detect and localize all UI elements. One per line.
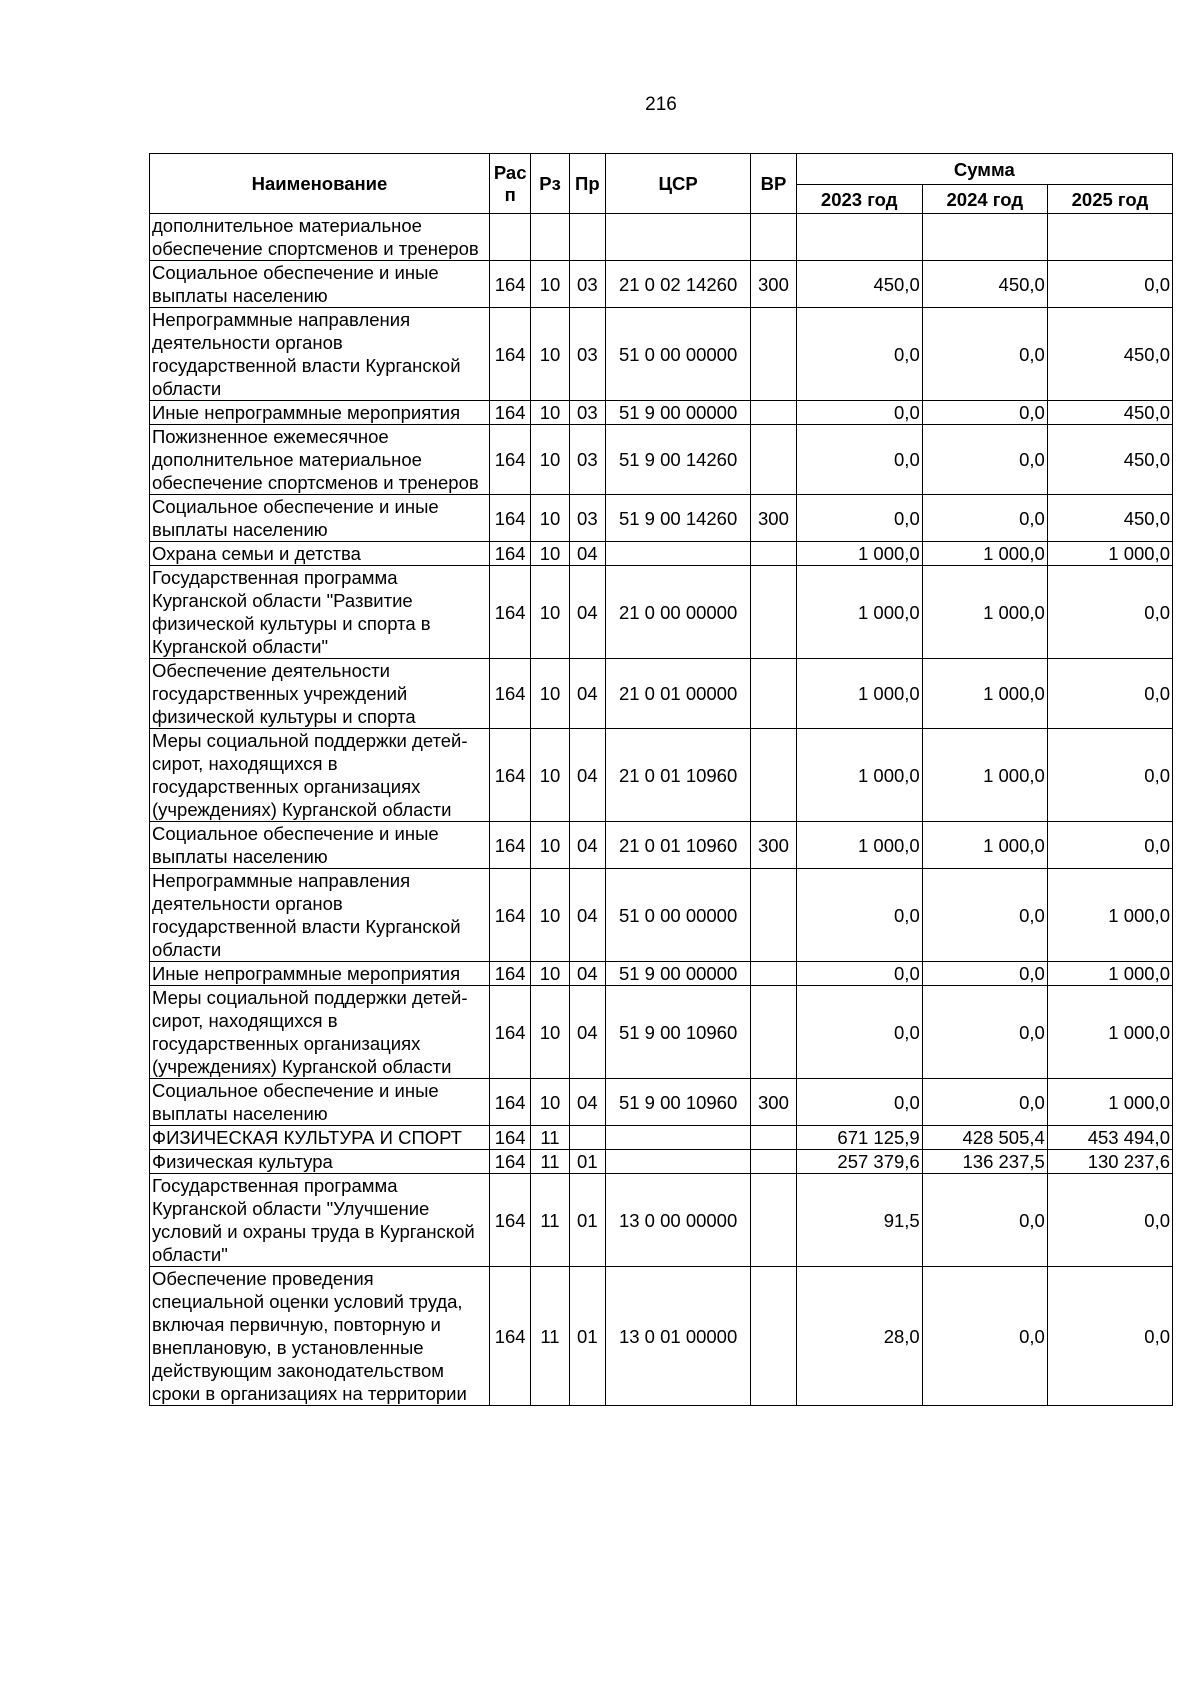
table-body <box>150 214 1173 1406</box>
row-sum-2024: 0,0 <box>922 1267 1047 1406</box>
row-sum-2024: 0,0 <box>922 401 1047 425</box>
row-rasp: 164 <box>489 308 530 401</box>
row-sum-2025: 0,0 <box>1047 659 1172 729</box>
row-vr <box>751 1150 796 1174</box>
table-row <box>150 1150 1173 1174</box>
row-sum-2024: 0,0 <box>922 962 1047 986</box>
row-rz: 10 <box>531 822 569 869</box>
row-rasp: 164 <box>489 822 530 869</box>
row-sum-2023: 1 000,0 <box>796 566 922 659</box>
row-sum-2024 <box>922 214 1047 261</box>
row-sum-2025: 0,0 <box>1047 261 1172 308</box>
table-row <box>150 261 1173 308</box>
row-sum-2023: 450,0 <box>796 261 922 308</box>
row-sum-2024: 0,0 <box>922 1174 1047 1267</box>
row-rasp: 164 <box>489 542 530 566</box>
table-row <box>150 869 1173 962</box>
header-sum: Сумма <box>796 154 1172 185</box>
row-name: Непрограммные направления деятельности органов государственной власти Курганской области <box>150 869 490 962</box>
row-sum-2024: 0,0 <box>922 308 1047 401</box>
row-sum-2023: 28,0 <box>796 1267 922 1406</box>
row-pr: 01 <box>569 1150 605 1174</box>
row-name: Социальное обеспечение и иные выплаты населению <box>150 495 490 542</box>
row-rasp: 164 <box>489 566 530 659</box>
row-csr: 51 9 00 00000 <box>605 962 750 986</box>
row-name: Меры социальной поддержки детей-сирот, находящихся в государственных организациях (учреждениях) Курганской области <box>150 729 490 822</box>
row-vr <box>751 566 796 659</box>
row-rasp: 164 <box>489 729 530 822</box>
row-sum-2025: 1 000,0 <box>1047 542 1172 566</box>
row-sum-2023: 0,0 <box>796 1079 922 1126</box>
row-sum-2023: 0,0 <box>796 401 922 425</box>
row-pr: 04 <box>569 986 605 1079</box>
row-vr <box>751 986 796 1079</box>
row-vr <box>751 962 796 986</box>
row-rz: 10 <box>531 308 569 401</box>
row-pr: 01 <box>569 1267 605 1406</box>
row-vr <box>751 214 796 261</box>
row-csr: 51 9 00 10960 <box>605 986 750 1079</box>
table-row <box>150 1174 1173 1267</box>
row-pr: 04 <box>569 566 605 659</box>
row-rasp: 164 <box>489 659 530 729</box>
row-rasp: 164 <box>489 495 530 542</box>
row-rasp: 164 <box>489 1150 530 1174</box>
table-row <box>150 659 1173 729</box>
row-sum-2025: 130 237,6 <box>1047 1150 1172 1174</box>
row-name: Непрограммные направления деятельности органов государственной власти Курганской области <box>150 308 490 401</box>
row-vr <box>751 729 796 822</box>
row-csr <box>605 542 750 566</box>
row-rz: 10 <box>531 401 569 425</box>
row-vr: 300 <box>751 1079 796 1126</box>
table-row <box>150 986 1173 1079</box>
row-pr <box>569 1126 605 1150</box>
row-sum-2024: 1 000,0 <box>922 542 1047 566</box>
header-csr: ЦСР <box>605 154 750 214</box>
row-rz: 11 <box>531 1267 569 1406</box>
row-sum-2024: 450,0 <box>922 261 1047 308</box>
row-pr: 04 <box>569 869 605 962</box>
row-sum-2025: 0,0 <box>1047 566 1172 659</box>
row-sum-2025: 0,0 <box>1047 1174 1172 1267</box>
row-vr <box>751 401 796 425</box>
page-number: 216 <box>645 94 677 115</box>
row-pr: 04 <box>569 542 605 566</box>
row-rz: 10 <box>531 261 569 308</box>
row-name: ФИЗИЧЕСКАЯ КУЛЬТУРА И СПОРТ <box>150 1126 490 1150</box>
row-csr: 51 0 00 00000 <box>605 869 750 962</box>
row-pr: 04 <box>569 729 605 822</box>
row-name: Государственная программа Курганской области "Улучшение условий и охраны труда в Курганской области" <box>150 1174 490 1267</box>
row-sum-2023: 91,5 <box>796 1174 922 1267</box>
row-rz: 10 <box>531 962 569 986</box>
row-pr: 04 <box>569 1079 605 1126</box>
row-rz: 11 <box>531 1174 569 1267</box>
row-sum-2023: 0,0 <box>796 962 922 986</box>
header-year-2024: 2024 год <box>922 185 1047 214</box>
budget-table <box>149 153 1173 1406</box>
row-sum-2024: 0,0 <box>922 986 1047 1079</box>
row-rz <box>531 214 569 261</box>
row-csr: 51 9 00 14260 <box>605 425 750 495</box>
table-row <box>150 566 1173 659</box>
row-name: Обеспечение деятельности государственных учреждений физической культуры и спорта <box>150 659 490 729</box>
row-name: Меры социальной поддержки детей-сирот, находящихся в государственных организациях (учреждениях) Курганской области <box>150 986 490 1079</box>
row-name: Социальное обеспечение и иные выплаты населению <box>150 822 490 869</box>
row-vr <box>751 308 796 401</box>
header-name: Наименование <box>150 154 490 214</box>
table-row <box>150 729 1173 822</box>
row-pr: 03 <box>569 308 605 401</box>
row-sum-2023: 671 125,9 <box>796 1126 922 1150</box>
row-csr: 13 0 00 00000 <box>605 1174 750 1267</box>
row-sum-2023: 0,0 <box>796 308 922 401</box>
row-csr: 51 9 00 00000 <box>605 401 750 425</box>
table-row <box>150 1126 1173 1150</box>
header-year-2023: 2023 год <box>796 185 922 214</box>
row-sum-2023: 257 379,6 <box>796 1150 922 1174</box>
row-pr: 03 <box>569 425 605 495</box>
row-rz: 10 <box>531 542 569 566</box>
row-pr <box>569 214 605 261</box>
row-sum-2024: 136 237,5 <box>922 1150 1047 1174</box>
table-row <box>150 1267 1173 1406</box>
table-row <box>150 308 1173 401</box>
row-csr: 21 0 01 10960 <box>605 822 750 869</box>
row-sum-2025: 450,0 <box>1047 495 1172 542</box>
row-sum-2023: 0,0 <box>796 986 922 1079</box>
table-row <box>150 542 1173 566</box>
row-rz: 10 <box>531 495 569 542</box>
row-csr: 21 0 02 14260 <box>605 261 750 308</box>
row-name: Пожизненное ежемесячное дополнительное материальное обеспечение спортсменов и тренеров <box>150 425 490 495</box>
row-rasp: 164 <box>489 261 530 308</box>
row-name: Охрана семьи и детства <box>150 542 490 566</box>
table-row <box>150 962 1173 986</box>
row-sum-2025: 1 000,0 <box>1047 986 1172 1079</box>
row-vr <box>751 659 796 729</box>
row-csr <box>605 214 750 261</box>
row-name: Социальное обеспечение и иные выплаты населению <box>150 261 490 308</box>
row-rz: 10 <box>531 869 569 962</box>
row-sum-2024: 0,0 <box>922 425 1047 495</box>
row-sum-2025: 450,0 <box>1047 308 1172 401</box>
row-rz: 10 <box>531 1079 569 1126</box>
row-sum-2025: 453 494,0 <box>1047 1126 1172 1150</box>
table-row <box>150 401 1173 425</box>
row-sum-2023: 0,0 <box>796 495 922 542</box>
row-vr <box>751 1267 796 1406</box>
row-name: Государственная программа Курганской области "Развитие физической культуры и спорта в Курганской области" <box>150 566 490 659</box>
table-row <box>150 214 1173 261</box>
row-rz: 11 <box>531 1126 569 1150</box>
row-vr <box>751 542 796 566</box>
table-header <box>150 154 1173 214</box>
row-name: дополнительное материальное обеспечение спортсменов и тренеров <box>150 214 490 261</box>
row-name: Обеспечение проведения специальной оценки условий труда, включая первичную, повторную и внеплановую, в установленные действующим законодательством сроки в организациях на территории <box>150 1267 490 1406</box>
row-sum-2025: 1 000,0 <box>1047 869 1172 962</box>
row-vr: 300 <box>751 495 796 542</box>
row-sum-2025: 1 000,0 <box>1047 962 1172 986</box>
row-sum-2024: 428 505,4 <box>922 1126 1047 1150</box>
row-pr: 03 <box>569 261 605 308</box>
row-rasp: 164 <box>489 1079 530 1126</box>
row-rasp: 164 <box>489 401 530 425</box>
row-vr <box>751 1126 796 1150</box>
row-rz: 10 <box>531 659 569 729</box>
row-vr: 300 <box>751 822 796 869</box>
row-sum-2024: 1 000,0 <box>922 822 1047 869</box>
row-sum-2025 <box>1047 214 1172 261</box>
row-rasp: 164 <box>489 1174 530 1267</box>
row-pr: 04 <box>569 822 605 869</box>
row-vr: 300 <box>751 261 796 308</box>
row-sum-2025: 0,0 <box>1047 822 1172 869</box>
row-pr: 04 <box>569 962 605 986</box>
table-row <box>150 822 1173 869</box>
row-pr: 03 <box>569 495 605 542</box>
row-csr: 21 0 01 10960 <box>605 729 750 822</box>
row-sum-2023: 1 000,0 <box>796 729 922 822</box>
row-sum-2024: 0,0 <box>922 869 1047 962</box>
row-sum-2023: 1 000,0 <box>796 822 922 869</box>
row-sum-2024: 1 000,0 <box>922 729 1047 822</box>
row-rz: 10 <box>531 425 569 495</box>
row-csr <box>605 1150 750 1174</box>
row-csr: 51 9 00 10960 <box>605 1079 750 1126</box>
table-row <box>150 425 1173 495</box>
row-name: Иные непрограммные мероприятия <box>150 962 490 986</box>
row-csr: 51 0 00 00000 <box>605 308 750 401</box>
row-rasp: 164 <box>489 1267 530 1406</box>
row-pr: 03 <box>569 401 605 425</box>
row-pr: 01 <box>569 1174 605 1267</box>
row-sum-2025: 450,0 <box>1047 425 1172 495</box>
row-csr: 21 0 00 00000 <box>605 566 750 659</box>
row-name: Иные непрограммные мероприятия <box>150 401 490 425</box>
row-name: Физическая культура <box>150 1150 490 1174</box>
header-rz: Рз <box>531 154 569 214</box>
row-rasp: 164 <box>489 962 530 986</box>
row-rasp: 164 <box>489 1126 530 1150</box>
row-vr <box>751 1174 796 1267</box>
row-rasp: 164 <box>489 986 530 1079</box>
row-rasp: 164 <box>489 425 530 495</box>
row-rz: 10 <box>531 729 569 822</box>
row-sum-2023: 1 000,0 <box>796 659 922 729</box>
row-sum-2023: 0,0 <box>796 869 922 962</box>
row-csr: 21 0 01 00000 <box>605 659 750 729</box>
row-sum-2023: 0,0 <box>796 425 922 495</box>
row-sum-2024: 1 000,0 <box>922 566 1047 659</box>
row-sum-2025: 1 000,0 <box>1047 1079 1172 1126</box>
row-sum-2025: 0,0 <box>1047 1267 1172 1406</box>
table-row <box>150 495 1173 542</box>
row-sum-2023: 1 000,0 <box>796 542 922 566</box>
row-rasp <box>489 214 530 261</box>
header-pr: Пр <box>569 154 605 214</box>
table-row <box>150 1079 1173 1126</box>
header-rasp: Рас п <box>489 154 530 214</box>
row-sum-2025: 0,0 <box>1047 729 1172 822</box>
row-vr <box>751 425 796 495</box>
row-rz: 10 <box>531 986 569 1079</box>
row-pr: 04 <box>569 659 605 729</box>
header-vr: ВР <box>751 154 796 214</box>
header-year-2025: 2025 год <box>1047 185 1172 214</box>
row-rasp: 164 <box>489 869 530 962</box>
row-sum-2025: 450,0 <box>1047 401 1172 425</box>
row-csr: 13 0 01 00000 <box>605 1267 750 1406</box>
row-vr <box>751 869 796 962</box>
row-csr <box>605 1126 750 1150</box>
row-rz: 11 <box>531 1150 569 1174</box>
row-csr: 51 9 00 14260 <box>605 495 750 542</box>
row-sum-2024: 0,0 <box>922 1079 1047 1126</box>
row-sum-2023 <box>796 214 922 261</box>
row-name: Социальное обеспечение и иные выплаты населению <box>150 1079 490 1126</box>
row-sum-2024: 0,0 <box>922 495 1047 542</box>
row-sum-2024: 1 000,0 <box>922 659 1047 729</box>
row-rz: 10 <box>531 566 569 659</box>
